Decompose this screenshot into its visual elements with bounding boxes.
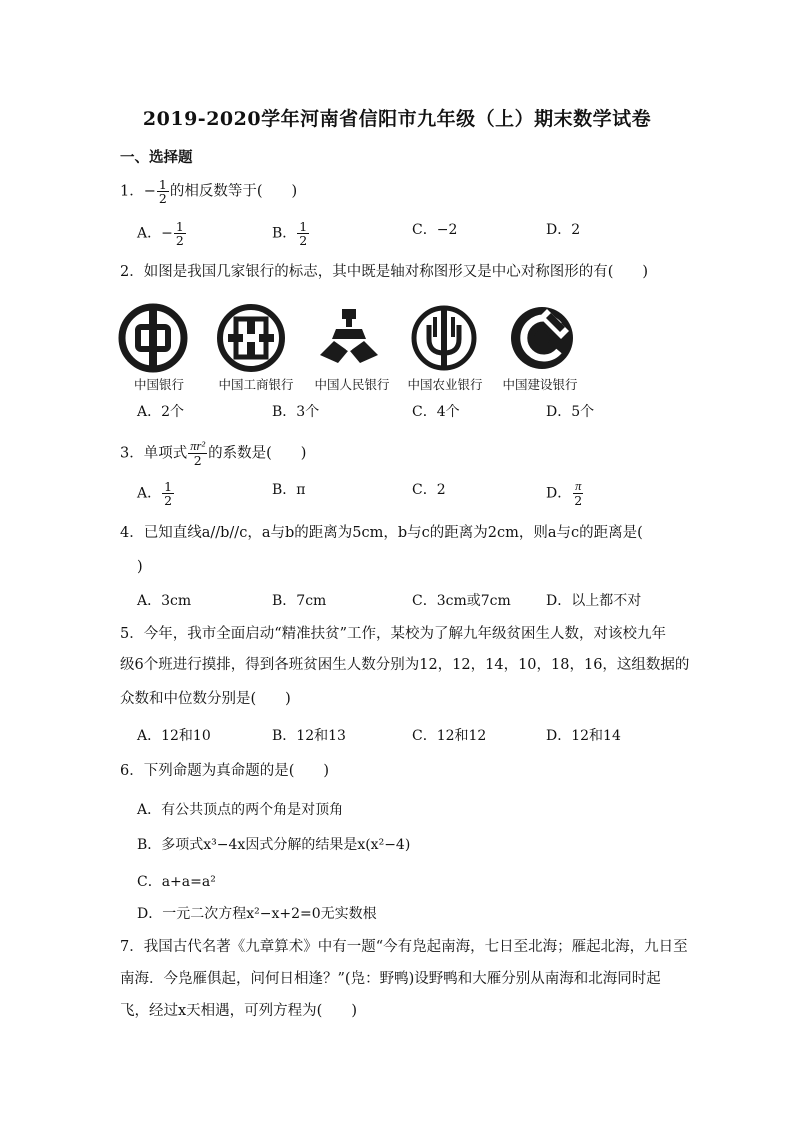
question-7-line-1: 7．我国古代名著《九章算术》中有一题“今有凫起南海，七日至北海；雁起北海，九日至 bbox=[120, 939, 688, 955]
bank-caption-1: 中国银行 bbox=[133, 377, 184, 392]
q5-option-b: B．12和13 bbox=[272, 728, 346, 744]
question-2: 2．如图是我国几家银行的标志，其中既是轴对称图形又是中心对称图形的有( ) bbox=[120, 264, 649, 280]
q3-option-d: D． $\frac{\pi}{2}$ bbox=[546, 479, 583, 508]
q1-option-d: D．2 bbox=[546, 222, 581, 238]
q1-option-c: C．−2 bbox=[412, 222, 458, 238]
question-7-line-2: 南海．今凫雁俱起，问何日相逢？”(凫：野鸭)设野鸭和大雁分别从南海和北海同时起 bbox=[120, 971, 661, 987]
q1-fraction: $\frac{1}{2}$ bbox=[158, 177, 167, 206]
q3-fraction: $\frac{\text{πr²}}{2}$ bbox=[190, 439, 206, 468]
q4-option-a: A．3cm bbox=[137, 593, 192, 609]
agricultural-bank-logo-icon bbox=[409, 303, 479, 373]
question-5-line-1: 5．今年，我市全面启动“精准扶贫”工作，某校为了解九年级贫困生人数，对该校九年 bbox=[120, 626, 667, 642]
question-5-line-2: 级6个班进行摸排，得到各班贫困生人数分别为12，12，14，10，18，16，这组数据的 bbox=[120, 657, 690, 673]
bank-of-china-logo-icon bbox=[118, 303, 188, 373]
q4-option-b: B．7cm bbox=[272, 593, 327, 609]
q2-option-c: C．4个 bbox=[412, 404, 460, 420]
q3-option-b: B．π bbox=[272, 482, 306, 498]
q2-option-a: A．2个 bbox=[137, 404, 185, 420]
bank-caption-2: 中国工商银行 bbox=[218, 377, 294, 392]
q1-option-b: B． $\frac{1}{2}$ bbox=[272, 219, 308, 248]
question-7-line-3: 飞，经过x天相遇，可列方程为( ) bbox=[120, 1003, 357, 1019]
q1-text: 的相反数等于( ) bbox=[169, 183, 298, 200]
q6-option-d: D．一元二次方程x²−x+2=0无实数根 bbox=[137, 906, 377, 922]
bank-caption-4: 中国农业银行 bbox=[407, 377, 483, 392]
q1-option-a: A．− $\frac{1}{2}$ bbox=[137, 219, 184, 248]
icbc-logo-icon bbox=[216, 303, 286, 373]
q4-option-c: C．3cm或7cm bbox=[412, 593, 511, 609]
question-5-line-3: 众数和中位数分别是( ) bbox=[120, 691, 291, 707]
q6-option-a: A．有公共顶点的两个角是对顶角 bbox=[137, 802, 344, 818]
q1-number: 1． bbox=[120, 183, 144, 200]
q6-option-b: B．多项式x³−4x因式分解的结果是x(x²−4) bbox=[137, 837, 411, 853]
q3-option-c: C．2 bbox=[412, 482, 446, 498]
q5-option-d: D．12和14 bbox=[546, 728, 621, 744]
q2-option-b: B．3个 bbox=[272, 404, 320, 420]
q5-option-c: C．12和12 bbox=[412, 728, 487, 744]
q5-option-a: A．12和10 bbox=[137, 728, 211, 744]
construction-bank-logo-icon bbox=[507, 303, 577, 373]
question-4-line-2: ) bbox=[137, 559, 143, 575]
q4-option-d: D．以上都不对 bbox=[546, 593, 642, 609]
question-6: 6．下列命题为真命题的是( ) bbox=[120, 763, 330, 779]
q2-option-d: D．5个 bbox=[546, 404, 595, 420]
page-title: 2019-2020学年河南省信阳市九年级（上）期末数学试卷 bbox=[142, 108, 652, 130]
section-heading: 一、选择题 bbox=[120, 149, 193, 166]
question-4-line-1: 4．已知直线a//b//c，a与b的距离为5cm，b与c的距离为2cm，则a与c的距离是( bbox=[120, 525, 643, 541]
bank-caption-3: 中国人民银行 bbox=[314, 377, 390, 392]
q3-option-a: A． $\frac{1}{2}$ bbox=[137, 479, 173, 508]
question-3: 3．单项式 $\frac{\text{πr²}}{2}$ 的系数是( ) bbox=[120, 439, 307, 468]
q1-minus: − bbox=[143, 183, 156, 200]
question-1 bbox=[120, 178, 297, 205]
bank-caption-5: 中国建设银行 bbox=[502, 377, 578, 392]
peoples-bank-logo-icon bbox=[314, 303, 384, 373]
q6-option-c: C．a+a=a² bbox=[137, 874, 216, 890]
